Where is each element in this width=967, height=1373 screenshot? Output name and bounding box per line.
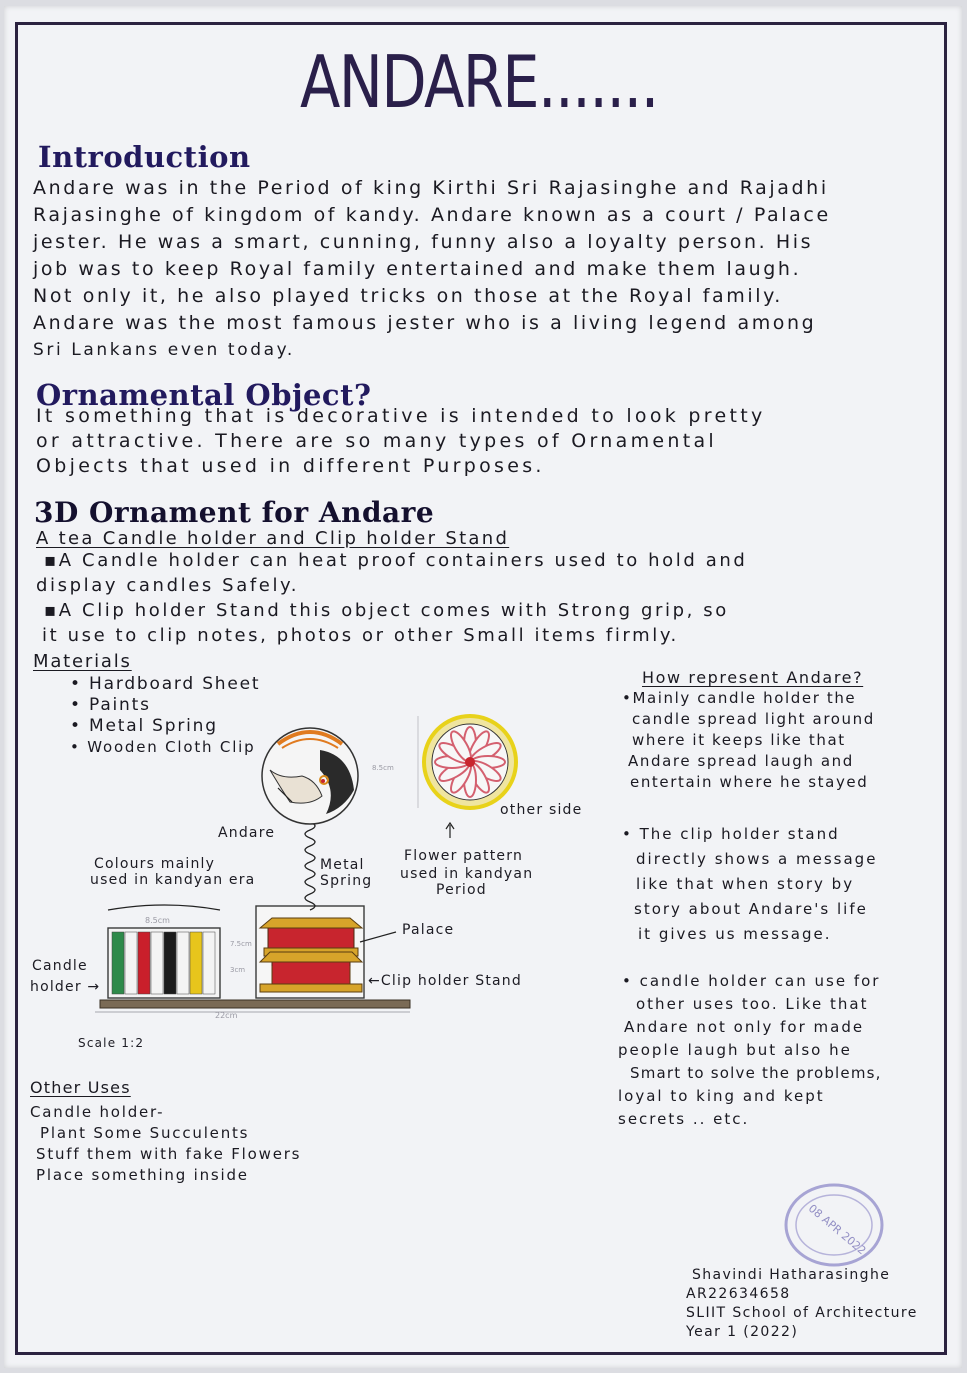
text-line: other uses too. Like that bbox=[636, 995, 869, 1013]
text-line: Rajasinghe of kingdom of kandy. Andare known as a court / Palace bbox=[33, 204, 831, 226]
text-line: •Mainly candle holder the bbox=[622, 689, 857, 707]
page-title: ANDARE....... bbox=[300, 40, 658, 124]
list-item: Candle holder- bbox=[30, 1103, 165, 1121]
candle-stripe bbox=[203, 932, 215, 994]
text-line: Andare spread laugh and bbox=[628, 752, 854, 770]
author-name: Shavindi Hatharasinghe bbox=[692, 1267, 891, 1283]
other-side-label: other side bbox=[500, 802, 583, 818]
text-line: Sri Lankans even today. bbox=[33, 340, 295, 360]
clip-holder-label: ←Clip holder Stand bbox=[368, 973, 522, 989]
text-line: story about Andare's life bbox=[634, 900, 868, 918]
author-id: AR22634658 bbox=[686, 1286, 791, 1302]
other-uses-heading: Other Uses bbox=[30, 1078, 131, 1097]
flower-label-line2: used in kandyan bbox=[400, 866, 534, 882]
candle-stripe bbox=[177, 932, 189, 994]
text-line: candle spread light around bbox=[632, 710, 875, 728]
text-line: • candle holder can use for bbox=[622, 972, 881, 990]
ornamental-heading: Ornamental Object? bbox=[36, 378, 372, 412]
text-line: where it keeps like that bbox=[632, 731, 846, 749]
text-line: • The clip holder stand bbox=[622, 825, 840, 843]
text-line: ▪A Clip holder Stand this object comes with Strong grip, so bbox=[44, 600, 729, 621]
colours-label-line1: Colours mainly bbox=[94, 856, 216, 872]
candle-stripe bbox=[164, 932, 176, 994]
represent-block-2 bbox=[622, 822, 877, 947]
introduction-heading: Introduction bbox=[38, 140, 251, 174]
base-board bbox=[100, 1000, 410, 1008]
ornament3d-heading: 3D Ornament for Andare bbox=[34, 496, 435, 529]
author-school: SLIIT School of Architecture bbox=[686, 1305, 918, 1321]
dimension-label: 22cm bbox=[215, 1011, 238, 1020]
text-line: it gives us message. bbox=[638, 925, 832, 943]
ornamental-text bbox=[36, 404, 766, 479]
text-line: It something that is decorative is intended to look pretty bbox=[36, 405, 766, 427]
list-item: Place something inside bbox=[36, 1166, 249, 1184]
text-line: entertain where he stayed bbox=[630, 773, 869, 791]
list-item: • Hardboard Sheet bbox=[70, 674, 261, 694]
text-line: secrets .. etc. bbox=[618, 1110, 750, 1128]
dimension-label: 3cm bbox=[230, 966, 246, 974]
materials-heading: Materials bbox=[33, 651, 132, 672]
flower-label-line1: Flower pattern bbox=[404, 848, 524, 864]
text-line: Objects that used in different Purposes. bbox=[36, 455, 545, 477]
date-stamp bbox=[782, 1180, 886, 1270]
text-line: Andare was in the Period of king Kirthi Sri Rajasinghe and Rajadhi bbox=[33, 177, 829, 199]
text-line: directly shows a message bbox=[636, 850, 878, 868]
text-line: Andare not only for made bbox=[624, 1018, 865, 1036]
text-line: job was to keep Royal family entertained and make them laugh. bbox=[33, 258, 802, 280]
metal-spring bbox=[305, 822, 315, 910]
brace bbox=[108, 905, 220, 910]
candle-stripe bbox=[138, 932, 150, 994]
list-item: • Paints bbox=[70, 695, 151, 715]
text-line: or attractive. There are so many types of Ornamental bbox=[36, 430, 717, 452]
ornament3d-subheading: A tea Candle holder and Clip holder Stand bbox=[36, 528, 510, 549]
text-line: Not only it, he also played tricks on those at the Royal family. bbox=[33, 285, 783, 307]
text-line: people laugh but also he bbox=[618, 1041, 852, 1059]
andare-label: Andare bbox=[218, 825, 276, 841]
flower-pattern bbox=[372, 716, 516, 808]
candle-stripe bbox=[190, 932, 202, 994]
candle-stripe bbox=[125, 932, 137, 994]
text-line: Smart to solve the problems, bbox=[630, 1064, 882, 1082]
text-line: ▪A Candle holder can heat proof containers used to hold and bbox=[44, 550, 748, 571]
introduction-text bbox=[33, 175, 831, 364]
scale-label: Scale 1:2 bbox=[78, 1036, 145, 1050]
author-year: Year 1 (2022) bbox=[686, 1324, 799, 1340]
candle-holder bbox=[108, 905, 220, 998]
list-item: Plant Some Succulents bbox=[40, 1124, 250, 1142]
candle-stripe bbox=[112, 932, 124, 994]
metal-spring-label: Metal Spring bbox=[320, 857, 373, 889]
candle-label-line1: Candle bbox=[32, 958, 88, 974]
text-line: loyal to king and kept bbox=[618, 1087, 825, 1105]
colours-label-line2: used in kandyan era bbox=[90, 872, 256, 888]
list-item: Stuff them with fake Flowers bbox=[36, 1145, 302, 1163]
palace-label: Palace bbox=[402, 922, 455, 938]
dimension-label: 7.5cm bbox=[230, 940, 252, 948]
text-line: jester. He was a smart, cunning, funny also a loyalty person. His bbox=[33, 231, 814, 253]
represent-heading: How represent Andare? bbox=[642, 668, 864, 687]
represent-block-3 bbox=[618, 970, 882, 1131]
dimension-label: 8.5cm bbox=[145, 916, 170, 925]
clip-holder-stand bbox=[230, 906, 364, 998]
candle-label-line2: holder → bbox=[30, 979, 101, 995]
text-line: Andare was the most famous jester who is a living legend among bbox=[33, 312, 817, 334]
list-item: • Wooden Cloth Clip bbox=[70, 738, 256, 756]
author-block bbox=[686, 1266, 918, 1342]
candle-stripe bbox=[151, 932, 163, 994]
list-item: • Metal Spring bbox=[70, 716, 218, 736]
other-uses-list bbox=[30, 1102, 301, 1186]
text-line: display candles Safely. bbox=[36, 575, 300, 596]
ornament3d-text bbox=[36, 548, 747, 648]
text-line: it use to clip notes, photos or other Small items firmly. bbox=[42, 625, 679, 646]
text-line: like that when story by bbox=[636, 875, 855, 893]
represent-block-1 bbox=[622, 688, 875, 793]
flower-label-line3: Period bbox=[436, 882, 487, 898]
andare-head bbox=[262, 728, 358, 824]
stamp-text: 08 APR 2022 bbox=[805, 1201, 869, 1258]
dimension-label: 8.5cm bbox=[372, 764, 394, 772]
